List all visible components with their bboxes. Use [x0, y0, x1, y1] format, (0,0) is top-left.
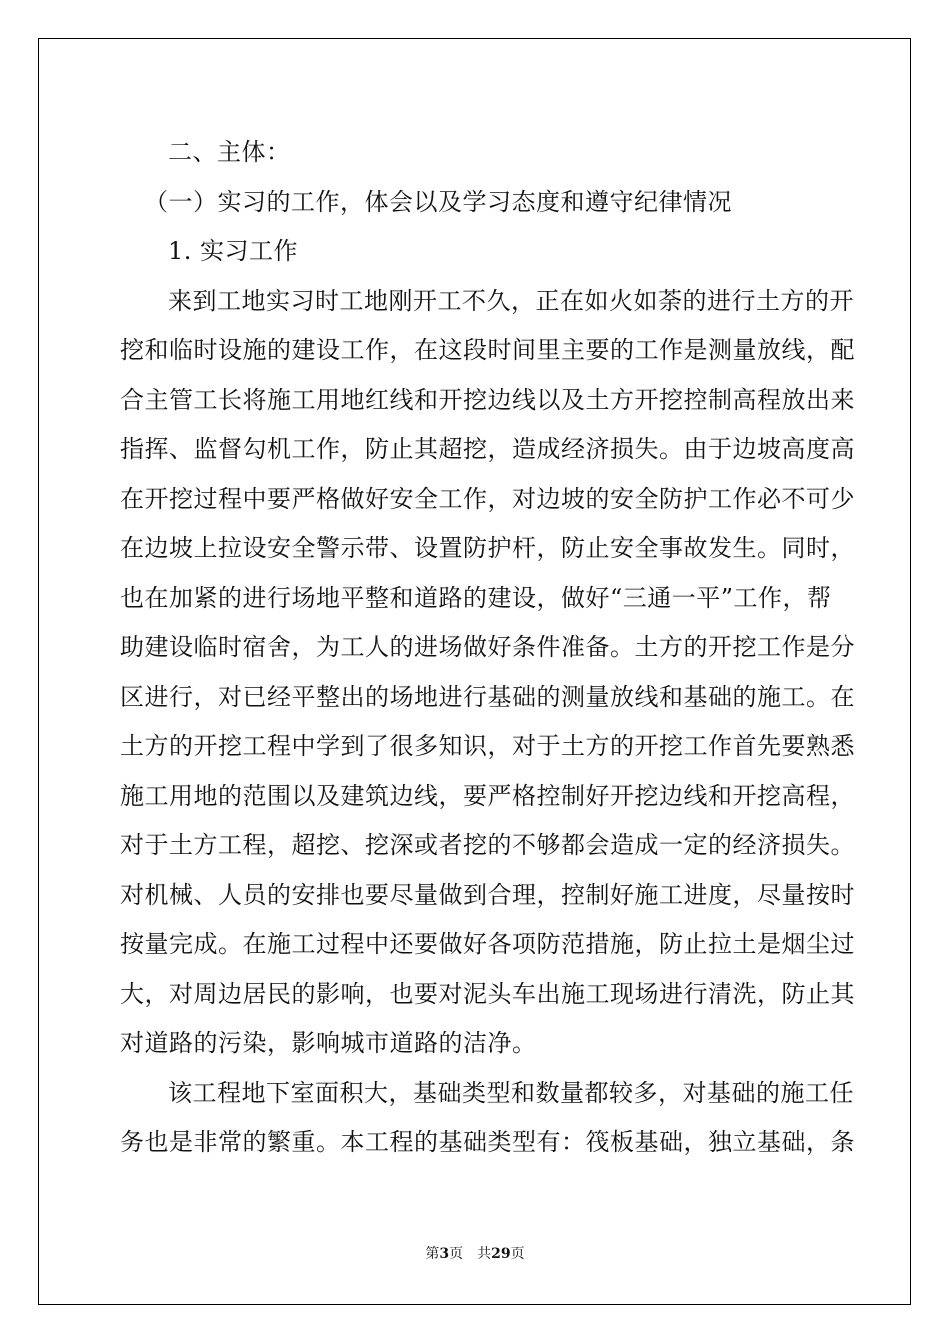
total-page-number: 29: [491, 1246, 511, 1262]
paragraph-line: 助建设临时宿舍，为工人的进场做好条件准备。土方的开挖工作是分: [120, 633, 855, 661]
document-body: [120, 128, 855, 1168]
section-title: 1. 实习工作: [168, 237, 299, 265]
footer-mid: 页 共: [449, 1246, 492, 1262]
paragraph-line: 施工用地的范围以及建筑边线，要严格控制好开挖边线和开挖高程，: [120, 781, 855, 810]
paragraph-line: 务也是非常的繁重。本工程的基础类型有：筏板基础，独立基础，条: [120, 1128, 855, 1156]
paragraph-line: 挖和临时设施的建设工作，在这段时间里主要的工作是测量放线，配: [120, 336, 855, 364]
paragraph-line: 来到工地实习时工地刚开工不久，正在如火如荼的进行土方的开: [168, 286, 854, 315]
paragraph-line: 大，对周边居民的影响，也要对泥头车出施工现场进行清洗，防止其: [120, 979, 855, 1008]
paragraph-line: 按量完成。在施工过程中还要做好各项防范措施，防止拉土是烟尘过: [120, 930, 855, 958]
paragraph-line: 对道路的污染，影响城市道路的洁净。: [120, 1029, 537, 1057]
paragraph-line: 指挥、监督勾机工作，防止其超挖，造成经济损失。由于边坡高度高: [120, 435, 855, 463]
paragraph-line: 土方的开挖工程中学到了很多知识，对于土方的开挖工作首先要熟悉: [120, 732, 855, 760]
paragraph-line: 该工程地下室面积大，基础类型和数量都较多，对基础的施工任: [168, 1078, 854, 1107]
subheading: （一）实习的工作，体会以及学习态度和遵守纪律情况: [144, 187, 732, 216]
paragraph-line: 也在加紧的进行场地平整和道路的建设，做好“三通一平”工作，帮: [120, 583, 832, 612]
paragraph-line: 在开挖过程中要严格做好安全工作，对边坡的安全防护工作必不可少: [120, 484, 855, 513]
paragraph-1: [120, 277, 855, 1069]
paragraph-line: 区进行，对已经平整出的场地进行基础的测量放线和基础的施工。在: [120, 682, 855, 711]
paragraph-line: 对于土方工程，超挖、挖深或者挖的不够都会造成一定的经济损失。: [120, 831, 855, 859]
page-footer: [0, 1243, 950, 1263]
current-page-number: 3: [439, 1246, 450, 1262]
paragraph-line: 对机械、人员的安排也要尽量做到合理，控制好施工进度，尽量按时: [120, 880, 855, 909]
paragraph-line: 在边坡上拉设安全警示带、设置防护杆，防止安全事故发生。同时，: [120, 534, 855, 562]
heading: 二、主体：: [168, 138, 291, 166]
footer-suffix: 页: [510, 1246, 525, 1262]
footer-prefix: 第: [425, 1246, 440, 1262]
paragraph-line: 合主管工长将施工用地红线和开挖边线以及土方开挖控制高程放出来: [120, 385, 855, 414]
paragraph-2: [120, 1069, 855, 1168]
